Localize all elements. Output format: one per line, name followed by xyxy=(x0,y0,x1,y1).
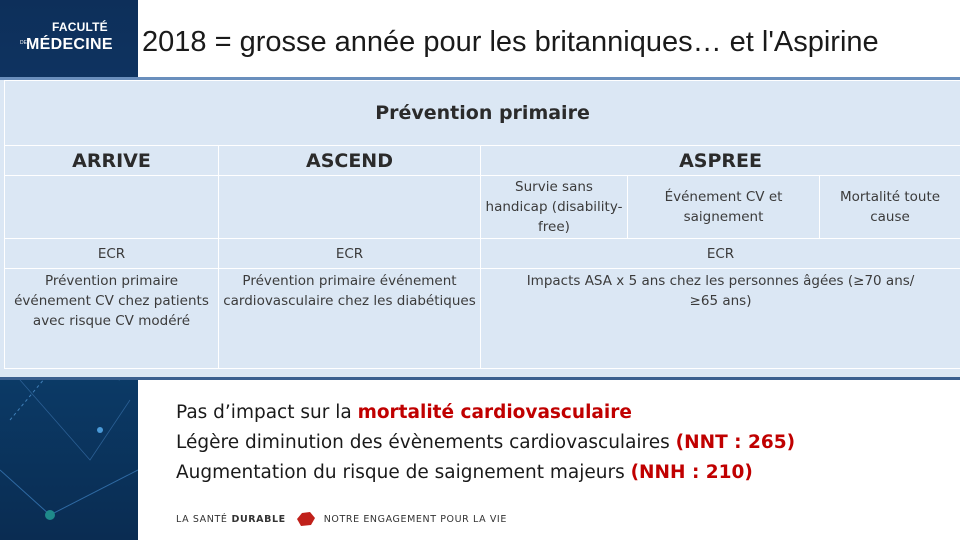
aspree-sub-evenement: Événement CV et saignement xyxy=(628,176,820,239)
design-ascend: ECR xyxy=(219,239,481,269)
footer-part3: NOTRE ENGAGEMENT POUR LA VIE xyxy=(323,513,507,525)
population-aspree: Impacts ASA x 5 ans chez les personnes âgées (≥70 ans/≥65 ans) xyxy=(481,269,960,369)
result-highlight-3: (NNH : 210) xyxy=(630,462,753,483)
design-arrive: ECR xyxy=(5,239,219,269)
table-cell xyxy=(219,176,481,239)
aspree-sub-survie: Survie sans handicap (disability-free) xyxy=(481,176,628,239)
logo-medecine: MÉDECINE xyxy=(26,36,113,53)
result-line-3: Augmentation du risque de saignement majeurs (NNH : 210) xyxy=(176,462,753,483)
study-table xyxy=(4,80,960,369)
table-row xyxy=(5,239,960,269)
header-aspree: ASPREE xyxy=(481,146,960,176)
table-row xyxy=(5,81,960,146)
population-ascend: Prévention primaire événement cardiovasculaire chez les diabétiques xyxy=(219,269,481,369)
header-arrive: ARRIVE xyxy=(5,146,219,176)
table-cell xyxy=(5,176,219,239)
design-aspree: ECR xyxy=(481,239,960,269)
result-highlight-2: (NNT : 265) xyxy=(675,432,796,453)
study-table-frame xyxy=(0,77,960,380)
table-row xyxy=(5,269,960,369)
header-ascend: ASCEND xyxy=(219,146,481,176)
footer-part2: DURABLE xyxy=(231,513,286,525)
aspree-sub-mortalite: Mortalité toute cause xyxy=(820,176,960,239)
red-emblem-icon xyxy=(294,511,316,527)
footer-tagline xyxy=(176,511,507,527)
footer-part1: LA SANTÉ xyxy=(176,513,228,525)
table-caption: Prévention primaire xyxy=(5,81,960,146)
table-row xyxy=(5,146,960,176)
result-highlight-1: mortalité cardiovasculaire xyxy=(357,402,632,423)
logo-de: DE xyxy=(20,40,27,46)
result-line-2: Légère diminution des évènements cardiovasculaires (NNT : 265) xyxy=(176,432,796,453)
results-text xyxy=(176,398,795,488)
table-row xyxy=(5,176,960,239)
logo-faculte: FACULTÉ xyxy=(52,20,108,34)
population-arrive: Prévention primaire événement CV chez patients avec risque CV modéré xyxy=(5,269,219,369)
result-line-1: Pas d’impact sur la mortalité cardiovasculaire xyxy=(176,402,632,423)
slide-title: 2018 = grosse année pour les britanniques… et l'Aspirine xyxy=(142,26,879,58)
